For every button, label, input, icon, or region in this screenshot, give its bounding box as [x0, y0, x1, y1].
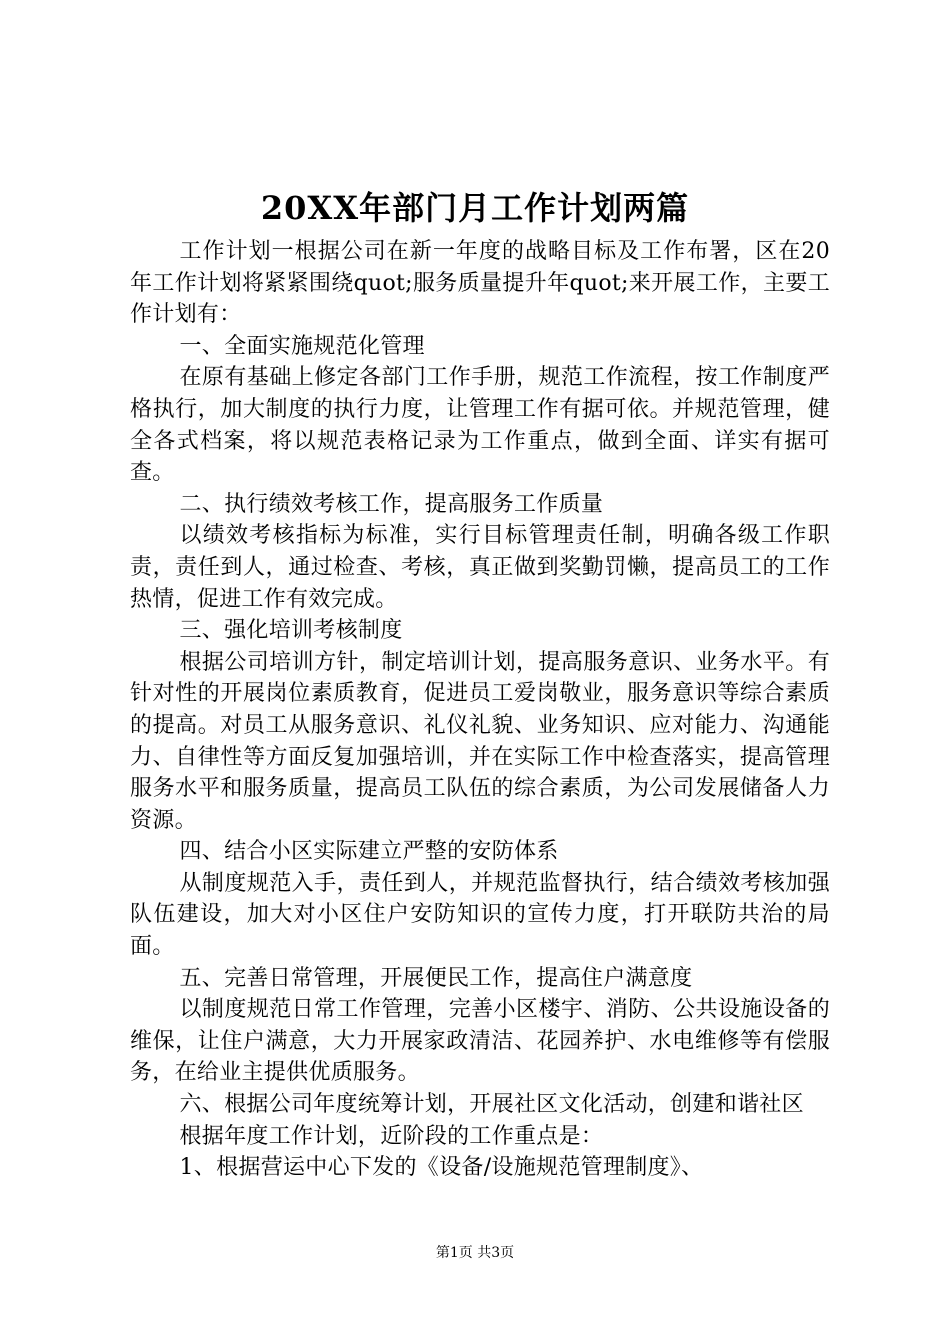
recent-focus-paragraph: 根据年度工作计划，近阶段的工作重点是： [179, 1123, 604, 1149]
intro-paragraph: 工作计划一根据公司在新一年度的战略目标及工作布署，区在20年工作计划将紧紧围绕quot;服务质量提升年quot;来开展工作，主要工作计划有： [130, 239, 830, 328]
section-paragraph-1: 在原有基础上修定各部门工作手册，规范工作流程，按工作制度严格执行，加大制度的执行力度，让管理工作有据可依。并规范管理，健全各式档案，将以规范表格记录为工作重点，做到全面、详实有据可查。 [130, 365, 830, 486]
section-heading-1: 一、全面实施规范化管理 [179, 333, 425, 359]
section-paragraph-3: 根据公司培训方针，制定培训计划，提高服务意识、业务水平。有针对性的开展岗位素质教育，促进员工爱岗敬业，服务意识等综合素质的提高。对员工从服务意识、礼仪礼貌、业务知识、应对能力、沟通能力、自律性等方面反复加强培训，并在实际工作中检查落实，提高管理服务水平和服务质量，提高员工队伍的综合素质，为公司发展储备人力资源。 [130, 649, 830, 833]
section-heading-6: 六、根据公司年度统筹计划，开展社区文化活动，创建和谐社区 [179, 1092, 804, 1118]
section-heading-4: 四、结合小区实际建立严整的安防体系 [179, 839, 559, 865]
document-body [130, 236, 830, 1184]
section-paragraph-4: 从制度规范入手，责任到人，并规范监督执行，结合绩效考核加强队伍建设，加大对小区住户安防知识的宣传力度，打开联防共治的局面。 [130, 870, 830, 960]
section-paragraph-5: 以制度规范日常工作管理，完善小区楼宇、消防、公共设施设备的维保，让住户满意，大力开展家政清洁、花园养护、水电维修等有偿服务，在给业主提供优质服务。 [130, 997, 830, 1086]
section-heading-3: 三、强化培训考核制度 [179, 618, 403, 644]
section-heading-5: 五、完善日常管理，开展便民工作，提高住户满意度 [179, 965, 693, 991]
document-title: 20XX年部门月工作计划两篇 [260, 189, 690, 227]
section-paragraph-2: 以绩效考核指标为标准，实行目标管理责任制，明确各级工作职责，责任到人，通过检查、考核，真正做到奖勤罚懒，提高员工的工作热情，促进工作有效完成。 [130, 523, 830, 612]
section-heading-2: 二、执行绩效考核工作，提高服务工作质量 [179, 491, 604, 517]
page-footer: 第1页 共3页 [435, 1245, 515, 1261]
item-paragraph-1: 1、根据营运中心下发的《设备/设施规范管理制度》、 [179, 1155, 704, 1181]
